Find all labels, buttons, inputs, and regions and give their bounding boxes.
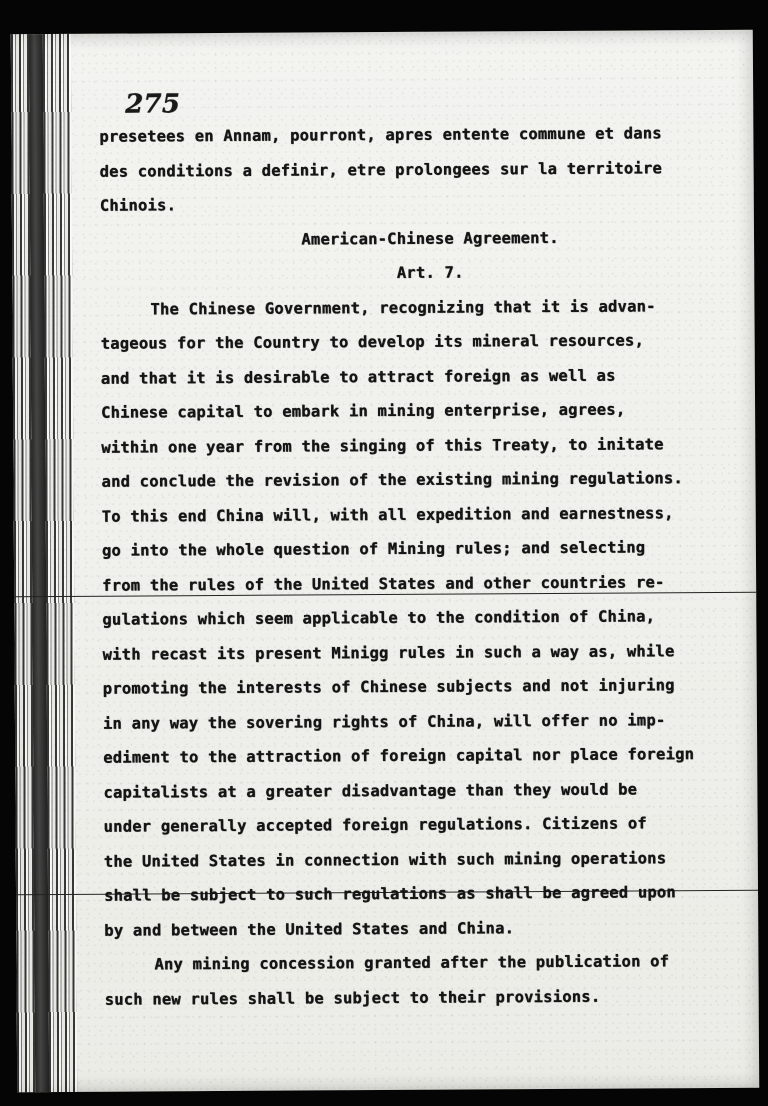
text-line: Chinois. bbox=[99, 196, 177, 215]
text-line: and conclude the revision of the existing mining regulations. bbox=[101, 469, 684, 491]
page-number: 275 bbox=[125, 89, 181, 120]
text-line: by and between the United States and China. bbox=[104, 918, 515, 940]
text-line: with recast its present Minigg rules in such a way as, while bbox=[102, 641, 675, 664]
text-line: in any way the sovering rights of China, will offer no imp- bbox=[102, 710, 666, 733]
text-line: shall be subject to such regulations as shall be agreed upon bbox=[103, 883, 677, 905]
text-line: such new rules shall be subject to their provisions. bbox=[104, 987, 601, 1009]
typed-page bbox=[11, 30, 759, 1093]
text-line: tageous for the Country to develop its mineral resources, bbox=[100, 331, 645, 353]
text-line: gulations which seem applicable to the condition of China, bbox=[102, 607, 656, 629]
text-line: presetees en Annam, pourront, apres entente commune et dans bbox=[99, 124, 662, 146]
text-line: American-Chinese Agreement. bbox=[301, 228, 559, 249]
text-line: under generally accepted foreign regulations. Citizens of bbox=[103, 814, 647, 836]
text-line: capitalists at a greater disadvantage than they would be bbox=[103, 779, 638, 802]
text-line: promoting the interests of Chinese subjects and not injuring bbox=[102, 676, 675, 698]
page-binding-edge bbox=[11, 34, 77, 1092]
text-line: the United States in connection with such mining operations bbox=[103, 848, 667, 871]
text-line: To this end China will, with all expedition and earnestness, bbox=[101, 503, 674, 526]
text-line: Chinese capital to embark in mining enterprise, agrees, bbox=[101, 400, 626, 422]
text-line: ediment to the attraction of foreign capital nor place foreign bbox=[103, 745, 695, 767]
text-line: within one year from the singing of this Treaty, to initate bbox=[101, 434, 664, 457]
text-line: from the rules of the United States and other countries re- bbox=[102, 572, 665, 595]
text-lines bbox=[99, 116, 754, 1017]
text-line: go into the whole question of Mining rules; and selecting bbox=[101, 538, 646, 560]
text-line: des conditions a definir, etre prolongees sur la territoire bbox=[99, 158, 663, 181]
text-line: Any mining concession granted after the publication of bbox=[154, 952, 670, 974]
text-line: Art. 7. bbox=[396, 263, 464, 282]
text-line: and that it is desirable to attract foreign as well as bbox=[100, 366, 616, 388]
typed-text-block bbox=[99, 86, 755, 1017]
text-line: The Chinese Government, recognizing that it is advan- bbox=[150, 296, 656, 318]
